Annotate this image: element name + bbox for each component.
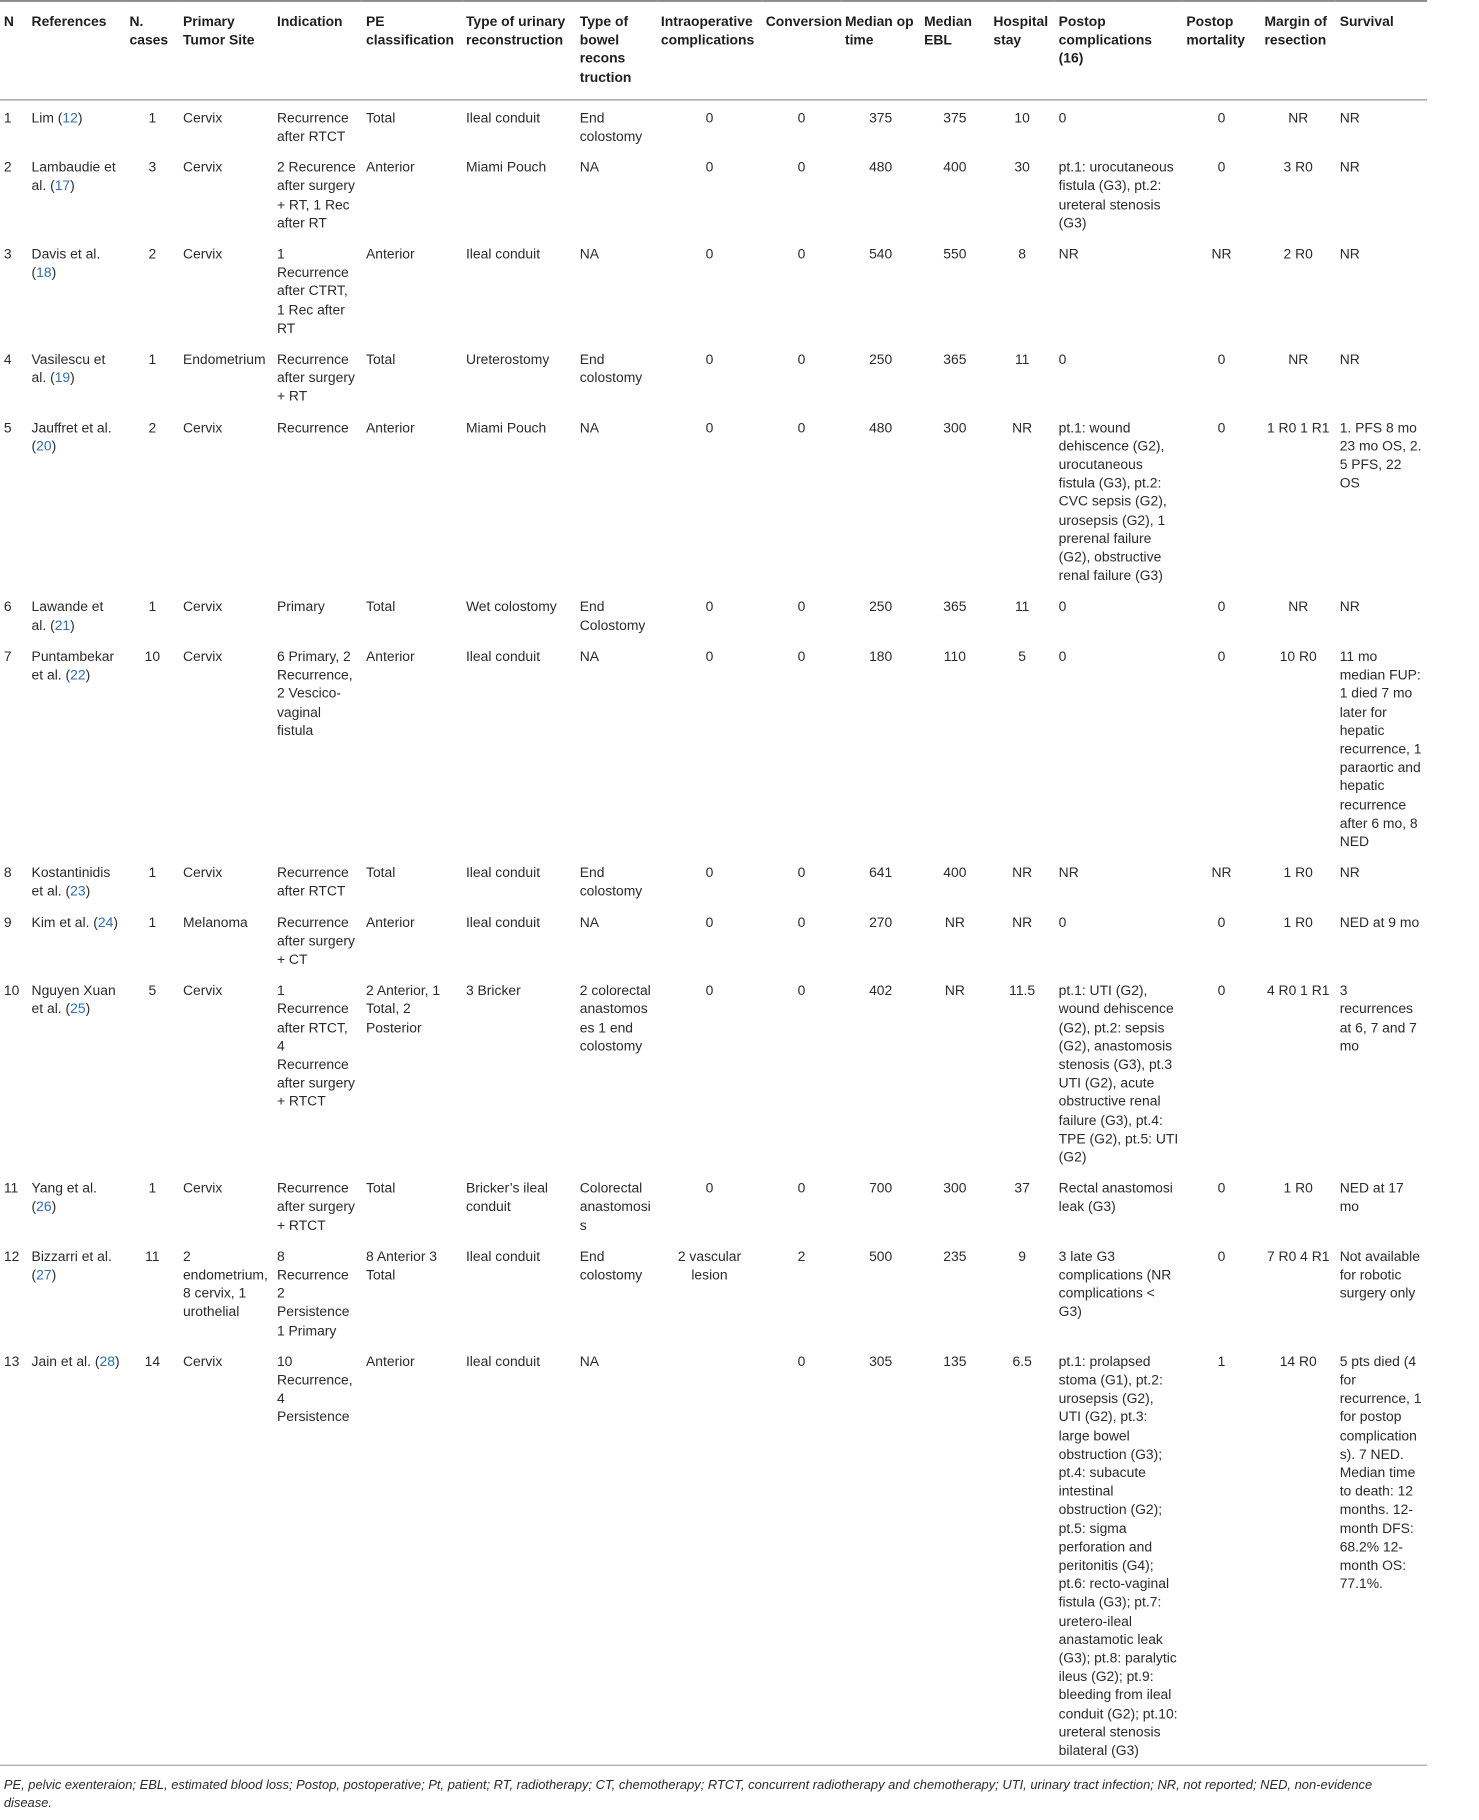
cell-conversion: 0 [797,160,806,176]
reference-link[interactable]: 26 [36,1199,52,1216]
cell-urinary: Ileal conduit [465,110,541,127]
cell-survival: 5 pts died (4 for recurrence, 1 for postop complications). 7 NED. Median time to death: 12 months. 12-month DFS: 68.2% 12-month OS: 77.1%. [1339,1354,1422,1593]
cell-references: Jain et al. (28) [31,1354,120,1370]
table-row [0,589,1427,639]
cell-survival: 11 mo median FUP: 1 died 7 mo later for hepatic recurrence, 1 paraortic and hepatic recurrence after 6 mo, 8 NED [1339,649,1422,850]
cell-pe: Anterior [366,420,415,436]
cell-indication: 10 Recurrence, 4 Persistence [276,1354,353,1426]
table-row [0,639,1427,855]
cell-conversion: 0 [797,599,806,616]
cell-n: 3 [3,247,12,263]
cell-n: 12 [3,1249,20,1265]
cell-mortality: 0 [1217,649,1226,665]
reference-name: Lawande et al. [31,599,104,634]
table-row [0,342,1427,410]
reference-name: Kostantinidis et al. [31,865,111,900]
cell-intraop [657,1344,762,1765]
reference-name: Vasilescu et al. [31,352,106,387]
cell-stay: 30 [1014,160,1030,176]
cell-postop: 0 [1058,110,1067,127]
cell-survival: Not available for robotic surgery only [1339,1249,1420,1302]
cell-site: Cervix [182,1181,223,1197]
cell-optime: 305 [869,1354,893,1370]
cell-postop: 0 [1058,352,1067,368]
reference-name: Puntambekar et al. [31,649,115,684]
cell-cases: 1 [148,865,157,882]
cell-pe: Total [366,352,396,368]
cell-conversion: 0 [797,352,806,368]
cell-optime: 270 [869,915,893,931]
cell-intraop: 0 [705,352,714,368]
cell-references: Kim et al. (24) [31,915,118,931]
cell-pe: Anterior [366,247,415,263]
cell-mortality: NR [1211,247,1232,263]
table-row [0,1344,1427,1765]
cell-stay: NR [1012,915,1033,931]
cell-intraop: 2 vascular lesion [677,1249,742,1284]
reference-link[interactable]: 12 [62,110,78,127]
cell-margin: 1 R0 [1283,1181,1313,1197]
cell-margin: 10 R0 [1279,649,1317,665]
cell-indication: 1 Recurrence after RTCT, 4 Recurrence after surgery + RTCT [276,983,355,1110]
cell-intraop: 0 [705,1181,714,1197]
cell-bowel: End colostomy [579,1249,643,1284]
cell-cases: 1 [148,352,157,368]
cell-urinary: 3 Bricker [465,983,521,999]
cell-ebl: 550 [943,247,967,263]
header-postop: Postop complications (16) [1055,1,1183,100]
cell-cases: 10 [144,649,161,665]
reference-link[interactable]: 28 [99,1354,115,1370]
cell-stay: 37 [1014,1181,1030,1197]
reference-link[interactable]: 24 [97,915,114,931]
table-footnote: PE, pelvic exenteraion; EBL, estimated blood loss; Postop, postoperative; Pt, patient; RT, radiotherapy; CT, chemotherapy; RTCT, concurrent radiotherapy and chemotherapy; UTI, urinary tract infection; NR, not reported; NED, non-evidence disease. [0,1765,1427,1812]
cell-cases: 5 [148,983,157,999]
reference-link[interactable]: 19 [54,370,71,387]
cell-margin: 1 R0 1 R1 [1266,420,1330,436]
cell-pe: 8 Anterior 3 Total [366,1249,438,1284]
cell-optime: 540 [869,247,893,263]
cell-site: Cervix [182,1354,223,1370]
cell-conversion: 0 [797,865,806,882]
table-row [0,973,1427,1171]
cell-site: Cervix [182,983,223,999]
cell-bowel: NA [579,420,600,436]
reference-name: Lim [31,110,54,127]
cell-references: Nguyen Xuan et al. (25) [31,983,116,1018]
cell-ebl: 400 [943,160,967,176]
reference-link[interactable]: 23 [70,884,86,900]
reference-name: Bizzarri et al. [31,1249,112,1265]
cell-ebl: 300 [943,1181,967,1197]
header-intraop: Intraoperative complications [657,1,762,100]
table-row [0,410,1427,589]
cell-postop: 0 [1058,915,1067,931]
cell-survival: 3 recurrences at 6, 7 and 7 mo [1339,983,1417,1055]
cell-margin: 7 R0 4 R1 [1266,1249,1330,1265]
cell-urinary: Ileal conduit [465,915,541,931]
cell-survival: NR [1339,247,1360,263]
cell-pe: Anterior [366,160,415,176]
cell-postop: pt.1: prolapsed stoma (G1), pt.2: urosepsis (G2), UTI (G2), pt.3: large bowel obstruction (G3); pt.4: subacute intestinal obstruction (G2); pt.5: sigma perforation and peritonitis (G4); pt.6: recto-vaginal fistula (G3); pt.7: uretero-ileal anastamotic leak (G3); pt.8: paralytic ileus (G2); pt.9: bleeding from ileal conduit (G2); pt.10: ureteral stenosis bilateral (G3) [1058,1354,1178,1759]
cell-site: Cervix [182,865,223,882]
cell-stay: 10 [1014,110,1030,127]
header-stay: Hospital stay [990,1,1055,100]
cell-optime: 641 [869,865,893,882]
cell-mortality: 0 [1217,915,1226,931]
cell-margin: 4 R0 1 R1 [1266,983,1330,999]
cell-postop: NR [1058,247,1079,263]
cell-conversion: 0 [797,420,806,436]
cell-indication: Recurrence after surgery + RTCT [276,1181,355,1234]
cell-intraop: 0 [705,599,714,616]
cell-conversion: 0 [797,915,806,931]
cell-intraop: 0 [705,649,714,665]
header-n: N [0,1,28,100]
cell-optime: 250 [869,599,893,616]
cell-mortality: 0 [1217,110,1226,127]
cell-survival: NR [1339,599,1360,616]
cell-site: Cervix [182,420,223,436]
cell-postop: 0 [1058,649,1067,665]
cell-optime: 480 [869,420,893,436]
cell-bowel: NA [579,247,600,263]
header-references: References [28,1,126,100]
cell-references: Lawande et al. (21) [31,599,104,634]
cell-stay: 6.5 [1012,1354,1032,1370]
cell-site: Cervix [182,599,223,616]
reference-link[interactable]: 21 [54,618,71,634]
cell-optime: 402 [869,983,893,999]
reference-name: Nguyen Xuan et al. [31,983,116,1018]
table-row [0,100,1427,150]
cell-indication: Primary [276,599,325,616]
cell-references: Yang et al. (26) [31,1181,97,1216]
reference-link[interactable]: 20 [36,438,52,455]
table-row [0,236,1427,341]
cell-bowel: NA [579,160,600,176]
cell-n: 10 [3,983,20,999]
cell-indication: 1 Recurrence after CTRT, 1 Rec after RT [276,247,349,337]
table-row [0,1239,1427,1344]
cell-survival: 1. PFS 8 mo 23 mo OS, 2. 5 PFS, 22 OS [1339,420,1422,492]
cell-margin: NR [1288,599,1309,616]
cell-references: Puntambekar et al. (22) [31,649,115,684]
header-optime: Median op time [841,1,920,100]
cell-survival: NR [1339,352,1360,368]
cell-cases: 1 [148,599,157,616]
cell-bowel: Colorectal anastomosis [579,1181,651,1234]
cell-intraop: 0 [705,865,714,882]
header-bowel: Type of bowel recons truction [576,1,657,100]
cell-conversion: 0 [797,247,806,263]
cell-bowel: End colostomy [579,352,643,387]
cell-conversion: 0 [797,983,806,999]
cell-urinary: Wet colostomy [465,599,557,616]
cell-ebl: 235 [943,1249,967,1265]
cell-urinary: Ileal conduit [465,649,541,665]
cell-references: Kostantinidis et al. (23) [31,865,111,900]
cell-n: 6 [3,599,12,616]
cell-site: 2 endometrium, 8 cervix, 1 urothelial [182,1249,268,1321]
cell-bowel: 2 colorectal anastomoses 1 end colostomy [579,983,651,1055]
cell-mortality: 0 [1217,983,1226,999]
cell-margin: NR [1288,352,1309,368]
cell-urinary: Ureterostomy [465,352,550,368]
cell-pe: Total [366,865,396,882]
cell-indication: Recurrence after surgery + CT [276,915,355,968]
cell-indication: Recurrence after RTCT [276,110,349,145]
cell-mortality: 0 [1217,1249,1226,1265]
cell-conversion: 0 [797,649,806,665]
cell-postop: 0 [1058,599,1067,616]
cell-pe: Anterior [366,915,415,931]
cell-references: Lim (12) [31,110,83,127]
cell-optime: 180 [869,649,893,665]
cell-indication: 2 Recurence after surgery + RT, 1 Rec after RT [276,160,356,232]
reference-link[interactable]: 27 [36,1267,52,1284]
cell-mortality: 1 [1217,1354,1226,1370]
cell-margin: 14 R0 [1279,1354,1317,1370]
cell-indication: 8 Recurrence 2 Persistence 1 Primary [276,1249,350,1339]
cell-n: 4 [3,352,12,368]
cell-pe: 2 Anterior, 1 Total, 2 Posterior [366,983,441,1036]
cell-n: 9 [3,915,12,931]
cell-stay: 11.5 [1009,983,1036,999]
cell-site: Endometrium [182,352,266,368]
cell-references: Jauffret et al. (20) [31,420,112,455]
cell-pe: Total [366,110,396,127]
cell-intraop: 0 [705,983,714,999]
cell-pe: Total [366,599,396,616]
cell-urinary: Ileal conduit [465,865,541,882]
cell-urinary: Ileal conduit [465,247,541,263]
cell-bowel: End colostomy [579,110,643,145]
cell-n: 5 [3,420,12,436]
cell-bowel: NA [579,1354,600,1370]
cell-cases: 1 [148,110,157,127]
cell-optime: 375 [869,110,893,127]
cell-n: 11 [3,1181,19,1197]
header-conversion: Conversion [762,1,841,100]
header-pe: PE classification [362,1,462,100]
cell-intraop: 0 [705,110,714,127]
cell-stay: NR [1012,420,1033,436]
cell-conversion: 0 [797,1354,806,1370]
cell-indication: 6 Primary, 2 Recurrence, 2 Vescico-vaginal fistula [276,649,353,739]
header-survival: Survival [1336,1,1427,100]
cell-site: Cervix [182,160,223,176]
table-row [0,1171,1427,1239]
cell-mortality: 0 [1217,599,1226,616]
cell-site: Melanoma [182,915,248,931]
cell-postop: 3 late G3 complications (NR complications < G3) [1058,1249,1172,1321]
cell-n: 2 [3,160,12,176]
cell-ebl: NR [944,983,965,999]
cell-margin: 3 R0 [1283,160,1313,176]
cell-survival: NED at 9 mo [1339,915,1420,931]
cell-ebl: 365 [943,599,967,616]
cell-postop: Rectal anastomosi leak (G3) [1058,1181,1173,1216]
cell-urinary: Miami Pouch [465,420,547,436]
cell-references: Lambaudie et al. (17) [31,160,116,195]
cell-ebl: 135 [943,1354,967,1370]
cell-survival: NED at 17 mo [1339,1181,1404,1216]
cell-stay: 9 [1018,1249,1027,1265]
header-indication: Indication [273,1,362,100]
cell-urinary: Bricker’s ileal conduit [465,1181,549,1216]
header-mortality: Postop mortality [1182,1,1260,100]
header-margin: Margin of resection [1261,1,1336,100]
cell-n: 13 [3,1354,20,1370]
reference-name: Davis et al. [31,247,101,263]
table-header-row [0,1,1427,100]
reference-link[interactable]: 25 [70,1001,86,1018]
table-body [0,100,1427,1765]
cell-n: 7 [3,649,12,665]
cell-urinary: Miami Pouch [465,160,547,176]
cell-intraop: 0 [705,247,714,263]
reference-name: Yang et al. [31,1181,97,1197]
reference-link[interactable]: 18 [36,265,52,281]
cell-margin: 1 R0 [1283,915,1313,931]
reference-name: Jain et al. [31,1354,91,1370]
cell-n: 1 [3,110,12,127]
cell-ebl: 365 [943,352,967,368]
cell-intraop: 0 [705,915,714,931]
header-site: Primary Tumor Site [179,1,273,100]
cell-urinary: Ileal conduit [465,1249,541,1265]
cell-bowel: NA [579,649,600,665]
cell-conversion: 0 [797,1181,806,1197]
cell-conversion: 2 [797,1249,806,1265]
cell-indication: Recurrence after surgery + RT [276,352,355,405]
cell-intraop: 0 [705,420,714,436]
cell-pe: Anterior [366,1354,415,1370]
cell-mortality: 0 [1217,160,1226,176]
cell-ebl: 375 [943,110,967,127]
reference-name: Jauffret et al. [31,420,112,436]
cell-mortality: 0 [1217,420,1226,436]
header-urinary: Type of urinary reconstruction [462,1,576,100]
cell-mortality: 0 [1217,352,1226,368]
cell-indication: Recurrence after RTCT [276,865,349,900]
cell-margin: 2 R0 [1283,247,1313,263]
reference-name: Kim et al. [31,915,90,931]
cell-n: 8 [3,865,12,882]
cell-pe: Total [366,1181,396,1197]
cell-pe: Anterior [366,649,415,665]
cell-cases: 1 [148,1181,157,1197]
reference-link[interactable]: 22 [70,667,86,684]
cell-optime: 250 [869,352,893,368]
cell-intraop: 0 [705,160,714,176]
cell-cases: 1 [148,915,157,931]
cell-bowel: NA [579,915,600,931]
cell-stay: 8 [1018,247,1027,263]
cell-survival: NR [1339,865,1360,882]
cell-optime: 500 [869,1249,893,1265]
cell-site: Cervix [182,247,223,263]
cell-references: Davis et al. (18) [31,247,101,281]
cell-indication: Recurrence [276,420,349,436]
header-ebl: Median EBL [920,1,989,100]
cell-mortality: 0 [1217,1181,1226,1197]
cell-site: Cervix [182,649,223,665]
cell-references: Vasilescu et al. (19) [31,352,106,387]
reference-link[interactable]: 17 [54,178,71,195]
cell-postop: pt.1: wound dehiscence (G2), urocutaneous fistula (G3), pt.2: CVC sepsis (G2), urosepsis (G2), 1 prerenal failure (G2), obstructive renal failure (G3) [1058,420,1167,585]
cell-conversion: 0 [797,110,806,127]
cell-postop: pt.1: urocutaneous fistula (G3), pt.2: ureteral stenosis (G3) [1058,160,1174,232]
cell-cases: 3 [148,160,157,176]
cell-bowel: End Colostomy [579,599,646,634]
cell-optime: 480 [869,160,893,176]
cell-stay: 11 [1014,352,1030,368]
table-row [0,855,1427,905]
cell-cases: 11 [145,1249,160,1265]
cell-bowel: End colostomy [579,865,643,900]
header-cases: N. cases [126,1,179,100]
cell-survival: NR [1339,110,1360,127]
cell-stay: 11 [1014,599,1030,616]
cell-ebl: 110 [943,649,966,665]
cell-postop: pt.1: UTI (G2), wound dehiscence (G2), pt.2: sepsis (G2), anastomosis stenosis (G3), pt.3 UTI (G2), acute obstructive renal failure (G3), pt.4: TPE (G2), pt.5: UTI (G2) [1058,983,1179,1166]
cell-references: Bizzarri et al. (27) [31,1249,112,1284]
cell-margin: 1 R0 [1283,865,1313,882]
reference-name: Lambaudie et al. [31,160,116,195]
cell-cases: 2 [148,420,157,436]
cell-stay: NR [1012,865,1033,882]
cell-cases: 14 [144,1354,161,1370]
cell-urinary: Ileal conduit [465,1354,541,1370]
cell-mortality: NR [1211,865,1232,882]
cell-ebl: 400 [943,865,967,882]
cell-optime: 700 [869,1181,893,1197]
cell-postop: NR [1058,865,1079,882]
cell-survival: NR [1339,160,1360,176]
cell-cases: 2 [148,247,157,263]
cell-ebl: NR [944,915,965,931]
cell-margin: NR [1288,110,1309,127]
cell-stay: 5 [1018,649,1027,665]
table-row [0,905,1427,973]
table-row [0,150,1427,237]
cell-site: Cervix [182,110,223,127]
cell-ebl: 300 [943,420,967,436]
